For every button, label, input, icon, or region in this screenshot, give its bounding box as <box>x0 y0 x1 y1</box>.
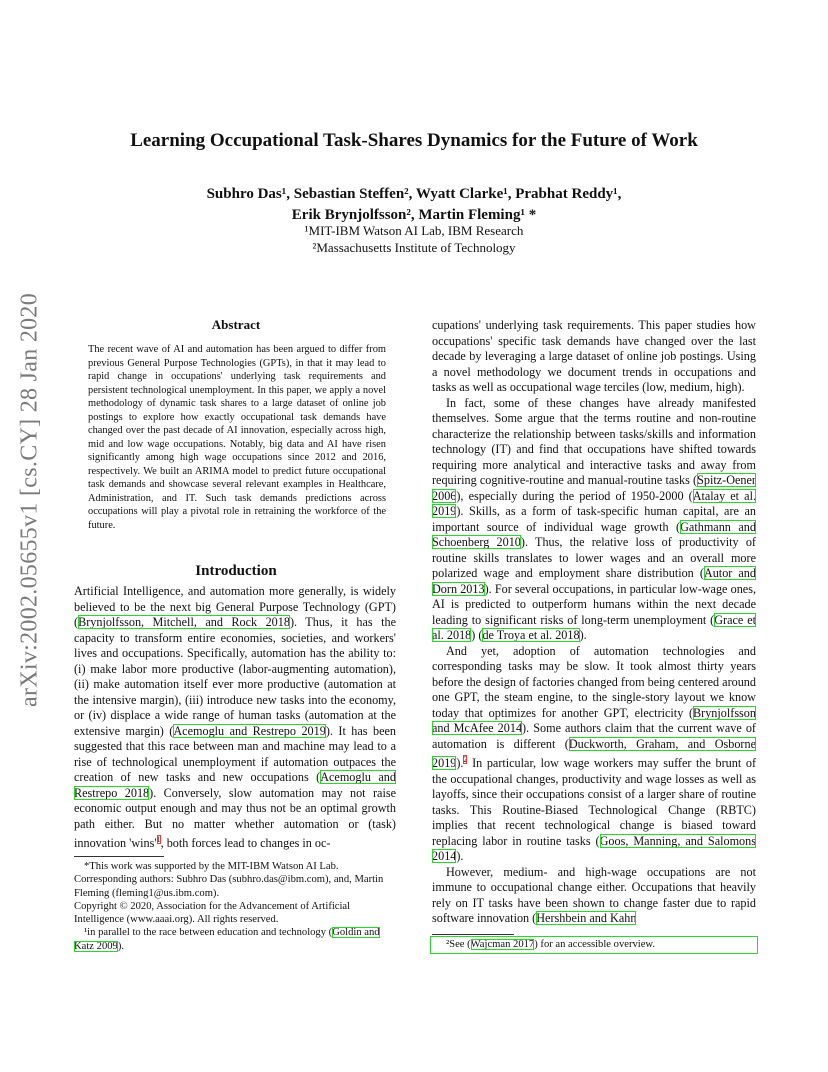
footnotes-right <box>432 938 756 952</box>
copyright-notice: Copyright © 2020, Association for the Advancement of Artificial Intelligence (www.aaai.org). All rights reserved. <box>74 900 351 926</box>
text-run: ), especially during the period of 1950-2000 ( <box>456 488 693 503</box>
abstract-text: The recent wave of AI and automation has been argued to differ from previous General Purpose Technologies (GPTs), in that it may lead to rapid change in occupations' underlying task requirements and persistent technological unemployment. In this paper, we apply a novel methodology of dynamic task shares to a large dataset of online job postings to explore how exactly occupational task demands have changed over the past decade of AI innovation, especially across high, mid and low wage occupations. Notably, big data and AI have risen significantly among high wage occupations since 2012 and 2016, respectively. We built an ARIMA model to predict future occupational task demands and showcase several relevant examples in Healthcare, Administration, and IT. Such task demands predictions across occupations will play a pivotal role in retraining the workforce of the future. <box>88 344 386 531</box>
text-run: ). <box>456 849 464 864</box>
text-run: Artificial Intelligence, and automation more generally, is widely believed to be the next big General Purpose Technology (GPT) ( <box>74 584 396 629</box>
footnote-divider-left <box>74 856 164 857</box>
text-run: In particular, low wage workers may suffer the brunt of the occupational changes, productivity and wage losses as well as layoffs, since their occupations consist of a larger share of routine tasks. This Routine-Biased Technological Change (RBTC) implies that recent technological change is biased toward replacing labor in routine tasks ( <box>432 756 756 848</box>
citation-link[interactable]: Autor and Dorn 2013 <box>432 566 756 596</box>
text-run: ). <box>456 756 464 771</box>
citation-link[interactable]: Goos, Manning, and Salomons 2014 <box>432 833 756 864</box>
right-paragraph-1: cupations' underlying task requirements. This paper studies how occupations' specific task demands have changed over the last decade by leveraging a large dataset of online job postings. Using a novel methodology we document trends in occupations and tasks as well as occupational wage terciles (low, medium, high). <box>432 318 756 394</box>
text-run: However, medium- and high-wage occupations are not immune to occupational change either. Occupations that heavily rely on IT tasks have been shown to change faster due to rapid software innovation ( <box>432 864 756 926</box>
footnote-ref-1[interactable]: 1 <box>156 835 161 844</box>
right-paragraph-3 <box>432 644 756 865</box>
citation-link[interactable]: Brynjolfsson, Mitchell, and Rock 2018 <box>78 615 290 629</box>
arxiv-identifier: arXiv:2002.05655v1 [cs.CY] 28 Jan 2020 <box>16 292 43 708</box>
text-run: ). Thus, it has the capacity to transform entire economies, societies, and workers' lives and occupations. Specifically, automation has the ability to: (i) make labor more productive (labor-augmenting automation), (ii) make automation itself ever more productive (automation at the intensive margin), (iii) introduce new tasks into the economy, or (iv) displace a wide range of human tasks (automation at the extensive margin) ( <box>74 615 396 738</box>
citation-link[interactable]: Duckworth, Graham, and Osborne 2019 <box>432 736 756 771</box>
citation-link[interactable]: Goldin and Katz 2009 <box>74 927 380 952</box>
footnote-1 <box>74 926 396 953</box>
affiliations <box>160 222 668 256</box>
citation-link[interactable]: Brynjolfsson and McAfee 2014 <box>432 705 756 735</box>
text-run: In fact, some of these changes have already manifested themselves. Some argue that the terms routine and non-routine characterize the relationship between tasks/skills and information technology (IT) and find that occupations have shifted towards requiring more analytical and interactive tasks and away from requiring cognitive-routine and manual-routine tasks ( <box>432 395 756 487</box>
footnotes-left <box>74 860 396 953</box>
text-run: , both forces lead to changes in oc- <box>160 836 331 851</box>
text-run: ). <box>117 940 125 952</box>
citation-link[interactable]: Wajcman 2017 <box>470 939 535 950</box>
footnote-ref-2[interactable]: 2 <box>463 755 468 764</box>
abstract-heading: Abstract <box>211 317 261 332</box>
text-run: ²See ( <box>446 939 471 950</box>
affiliation-2: ²Massachusetts Institute of Technology <box>312 240 516 255</box>
citation-link[interactable]: Hershbein and Kahn <box>536 911 637 926</box>
citation-link[interactable]: Gathmann and Schoenberg 2010 <box>432 519 756 549</box>
introduction-body <box>74 584 396 852</box>
introduction-heading: Introduction <box>195 563 277 579</box>
right-paragraph-4 <box>432 865 756 927</box>
right-column-body <box>432 318 756 927</box>
footnote-acknowledgement: *This work was supported by the MIT-IBM Watson AI Lab. Corresponding authors: Subhro Das (subhro.das@ibm.com), and, Martin Fleming (fleming1@us.ibm.com). <box>74 861 384 899</box>
footnote-divider-right <box>432 934 514 935</box>
citation-link[interactable]: Grace et al. 2018 <box>432 612 756 642</box>
citation-link[interactable]: Atalay et al. 2019 <box>432 488 757 518</box>
authors-line-2: Erik Brynjolfsson², Martin Fleming¹ * <box>291 207 537 223</box>
text-run: ) for an accessible overview. <box>534 939 656 950</box>
text-run: ). For several occupations, in particular low-wage ones, AI is predicted to outperform humans within the next decade leading to significant risks of long-term unemployment ( <box>432 581 756 627</box>
right-paragraph-2 <box>432 396 756 644</box>
text-run: ). Some authors claim that the current wave of automation is different ( <box>432 721 756 751</box>
text-run: ). Thus, the relative loss of productivity of routine skills translates to lower wages and an overall more polarized wage and employment share distribution ( <box>432 535 756 580</box>
footnote-2 <box>432 938 756 952</box>
citation-link[interactable]: Acemoglu and Restrepo 2019 <box>173 723 326 738</box>
citation-link[interactable]: de Troya et al. 2018 <box>482 628 580 642</box>
text-run: ). Conversely, slow automation may not raise economic output enough and may thus not be an optimal growth path either. But no matter whether automation or (task) innovation 'wins' <box>74 785 397 851</box>
text-run: ). Skills, as a form of task-specific human capital, are an important source of individual wage growth ( <box>432 504 756 534</box>
text-run: ). <box>579 628 587 642</box>
text-run: ) ( <box>471 628 483 642</box>
paper-title: Learning Occupational Task-Shares Dynamics for the Future of Work <box>130 130 698 151</box>
citation-link[interactable]: Spitz-Oener 2006 <box>432 473 756 503</box>
authors-line-1: Subhro Das¹, Sebastian Steffen², Wyatt Clarke¹, Prabhat Reddy¹, <box>206 186 622 202</box>
citation-link[interactable]: Acemoglu and Restrepo 2018 <box>74 770 396 800</box>
text-run: ). It has been suggested that this race between man and machine may lead to a rise of technological unemployment if automation outpaces the creation of new tasks and new occupations ( <box>74 723 397 784</box>
text-run: ¹in parallel to the race between education and technology ( <box>84 927 333 939</box>
author-list <box>160 184 668 226</box>
intro-paragraph-1 <box>74 584 396 852</box>
text-run: And yet, adoption of automation technologies and corresponding tasks may be slow. It took almost thirty years before the design of factories changed from being centered around one GPT, the steam engine, to the single-story layout we know today that optimizes for another GPT, electricity ( <box>432 643 756 720</box>
affiliation-1: ¹MIT-IBM Watson AI Lab, IBM Research <box>304 223 524 238</box>
